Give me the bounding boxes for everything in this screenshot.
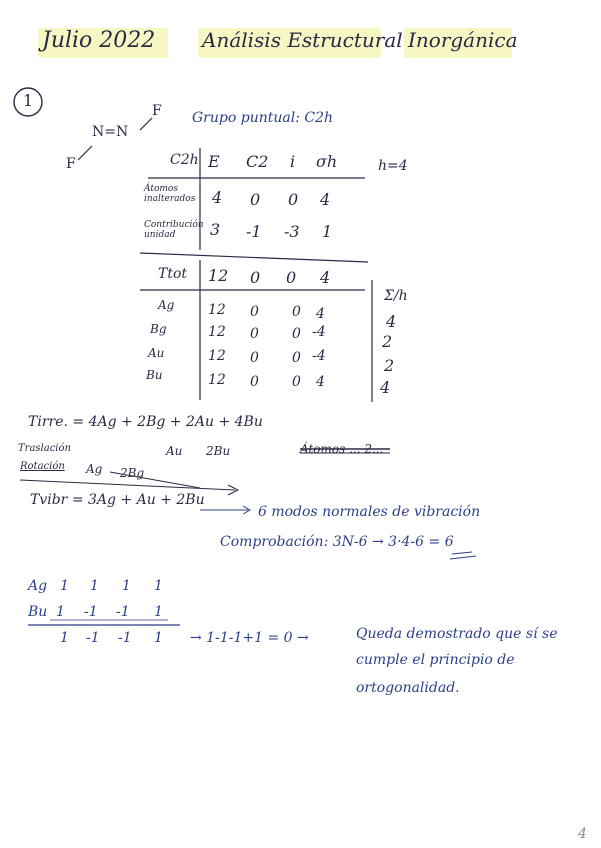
ortho-product-2: -1 [86,630,100,646]
table-op-sigma: σh [316,152,338,171]
irrep-ag-c2: 0 [250,304,259,320]
ortho-bu-2: -1 [84,604,98,620]
tvibr-expression: Tvibr = 3Ag + Au + 2Bu [30,492,205,508]
irrep-label-bu: Bu [146,368,163,382]
page-mark: 4 [578,826,587,842]
total-i: 0 [286,268,297,287]
table-op-e: E [208,152,220,171]
row-label-contribution: Contribución unidad [144,220,204,240]
irrep-bu-e: 12 [208,372,226,388]
rotacion-term-2: 2Bg [120,466,145,480]
irrep-bu-c2: 0 [250,374,259,390]
header-subject: Análisis Estructural [202,28,403,52]
ortho-sum: → 1-1-1+1 = 0 → [190,630,309,646]
ortho-ag-2: 1 [90,578,99,594]
sum-header: Σ/h [384,288,408,304]
row-label-atoms: Átomos inalterados [144,184,196,204]
table-order: h=4 [378,158,408,174]
ortho-bu-4: 1 [154,604,163,620]
irrep-label-bg: Bg [150,322,167,336]
table-group: C2h [170,152,199,168]
row-atoms-c2: 0 [250,190,261,209]
molecule-f1: F [66,156,76,172]
irrep-ag-i: 0 [292,304,301,320]
row-contrib-e: 3 [210,220,221,239]
row-contrib-c2: -1 [246,222,262,241]
row-contrib-i: -3 [284,222,300,241]
irrep-bg-e: 12 [208,324,226,340]
ortho-conclusion-1: Queda demostrado que sí se [356,626,558,642]
traslacion-label: Traslación [18,443,71,454]
row-atoms-e: 4 [212,188,223,207]
rotacion-term-1: Ag [86,462,103,476]
point-group: Grupo puntual: C2h [192,110,333,126]
header-subject-2: Inorgánica [408,28,518,52]
row-atoms-i: 0 [288,190,299,209]
total-sh: 4 [320,268,331,287]
irrep-ag-sum: 4 [386,312,397,331]
irrep-au-i: 0 [292,350,301,366]
ortho-ag-3: 1 [122,578,131,594]
irrep-ag-sh: 4 [316,306,325,322]
irrep-label-ag: Ag [158,298,175,312]
irrep-bg-sum: 2 [382,332,393,351]
irrep-bu-sh: 4 [316,374,325,390]
ortho-conclusion-3: ortogonalidad. [356,680,460,696]
irrep-au-sh: -4 [312,348,326,364]
tirre-expression: Tirre. = 4Ag + 2Bg + 2Au + 4Bu [28,414,263,430]
row-atoms-sh: 4 [320,190,331,209]
irrep-bg-c2: 0 [250,326,259,342]
ortho-product-3: -1 [118,630,132,646]
ortho-conclusion-2: cumple el principio de [356,652,515,668]
modes-text: 6 modos normales de vibración [258,504,481,520]
irrep-bg-sh: -4 [312,324,326,340]
ortho-bu-1: 1 [56,604,65,620]
irrep-au-e: 12 [208,348,226,364]
irrep-bu-sum: 4 [380,378,391,397]
total-e: 12 [208,266,229,285]
irrep-bg-i: 0 [292,326,301,342]
table-op-i: i [290,152,296,171]
table-op-c2: C2 [246,152,269,171]
irrep-au-sum: 2 [384,356,395,375]
total-c2: 0 [250,268,261,287]
struck-text: Átomos ... 2... [300,442,384,456]
ortho-product-1: 1 [60,630,69,646]
traslacion-term-2: 2Bu [206,444,231,458]
problem-number: 1 [23,91,34,110]
irrep-label-au: Au [148,346,165,360]
ortho-product-4: 1 [154,630,163,646]
row-contrib-sh: 1 [322,222,333,241]
ortho-label-bu: Bu [28,604,48,620]
molecule-f2: F [152,103,162,119]
rotacion-label: Rotación [20,461,65,472]
ortho-bu-3: -1 [116,604,130,620]
irrep-ag-e: 12 [208,302,226,318]
ortho-label-ag: Ag [28,578,48,594]
molecule-nn: N=N [92,124,129,140]
ortho-ag-1: 1 [60,578,69,594]
total-label: Ttot [158,266,188,282]
check-text: Comprobación: 3N-6 → 3·4-6 = 6 [220,534,454,550]
irrep-au-c2: 0 [250,350,259,366]
ortho-ag-4: 1 [154,578,163,594]
irrep-bu-i: 0 [292,374,301,390]
traslacion-term-1: Au [166,444,183,458]
header-date: Julio 2022 [42,28,156,53]
